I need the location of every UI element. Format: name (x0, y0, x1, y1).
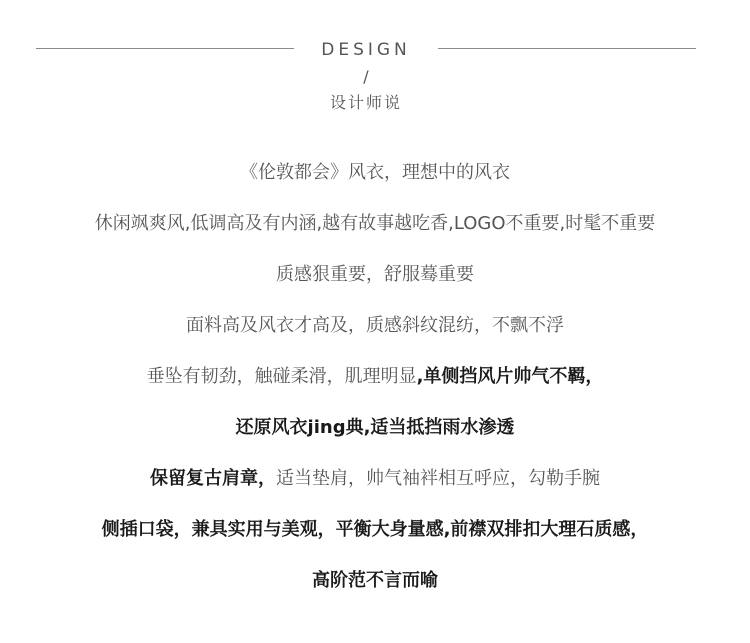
text-line-5-normal: 垂坠有韧劲，触碰柔滑，肌理明显 (146, 366, 417, 387)
text-line-1: 《伦敦都会》风衣，理想中的风衣 (240, 162, 510, 183)
text-line-6: 还原风衣jing典,适当抵挡雨水渗透 (235, 417, 515, 438)
text-line-7-normal: 适当垫肩，帅气袖袢相互呼应，勾勒手腕 (276, 468, 600, 489)
text-line-7 (0, 453, 750, 504)
designer-says-subtitle: 设计师说 (329, 93, 402, 112)
design-header (0, 0, 750, 130)
text-line-2: 休闲飒爽风,低调高及有内涵,越有故事越吃香,LOGO不重要,时髦不重要 (94, 213, 656, 234)
description-text (0, 147, 750, 606)
text-line-7-bold: 保留复古肩章， (150, 468, 276, 489)
text-line-5 (0, 351, 750, 402)
text-line-9: 高阶范不言而喻 (312, 570, 438, 591)
text-line-4: 面料高及风衣才高及，质感斜纹混纺，不飘不浮 (186, 315, 564, 336)
header-right-rule (438, 48, 696, 49)
text-line-3: 质感狠重要，舒服蓦重要 (276, 264, 474, 285)
header-slash: / (363, 67, 369, 86)
design-heading: DESIGN (321, 40, 411, 60)
header-left-rule (36, 48, 294, 49)
text-line-8: 侧插口袋，兼具实用与美观，平衡大身量感,前襟双排扣大理石质感， (101, 519, 649, 540)
text-line-5-bold: ,单侧挡风片帅气不羁， (416, 366, 604, 387)
